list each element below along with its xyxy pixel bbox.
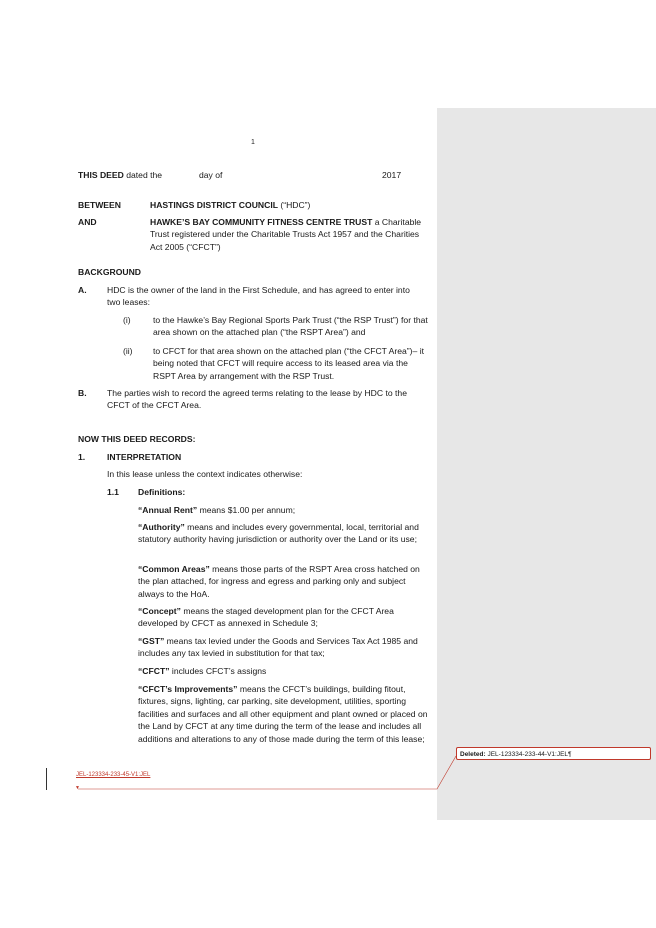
definition-term: “CFCT” <box>138 666 170 676</box>
revision-balloon[interactable] <box>456 747 651 760</box>
definition-cfct <box>138 665 428 677</box>
definition-term: “Authority” <box>138 522 185 532</box>
section-1-intro: In this lease unless the context indicates otherwise: <box>107 469 303 479</box>
definition-text: means those parts of the RSPT Area cross hatched on the plan attached, for ingress and egress and parking only and subject always to the HoA. <box>138 564 420 599</box>
this-deed-label: THIS DEED <box>78 170 124 180</box>
between-label: BETWEEN <box>78 200 121 210</box>
recital-ii-label: (ii) <box>123 346 133 356</box>
section-1-1-title: Definitions: <box>138 487 186 497</box>
deed-year: 2017 <box>382 170 402 180</box>
definition-term: “CFCT’s Improvements” <box>138 684 238 694</box>
definition-authority <box>138 521 433 546</box>
recital-b-label: B. <box>78 388 87 398</box>
page-number: 1 <box>251 139 255 146</box>
background-heading: BACKGROUND <box>78 267 142 277</box>
footer-document-reference: JEL-123334-233-45-V1:JEL <box>76 772 151 778</box>
party-hdc <box>150 199 310 211</box>
recital-i-label: (i) <box>123 315 131 325</box>
party-cfct <box>150 216 432 253</box>
definition-cfct-improvements <box>138 683 434 745</box>
definition-gst <box>138 635 428 660</box>
definition-term: “Common Areas” <box>138 564 210 574</box>
definition-annual-rent <box>138 504 433 516</box>
change-bar <box>46 768 47 790</box>
records-heading: NOW THIS DEED RECORDS: <box>78 434 196 444</box>
definition-term: “Concept” <box>138 606 181 616</box>
recital-a-text: HDC is the owner of the land in the First Schedule, and has agreed to enter into two leases: <box>107 285 410 308</box>
section-1-number: 1. <box>78 452 86 462</box>
definition-term: “Annual Rent” <box>138 505 198 515</box>
hdc-abbrev: (“HDC”) <box>277 200 311 210</box>
revision-label: Deleted: <box>460 751 486 758</box>
recital-ii-text: to CFCT for that area shown on the attached plan (“the CFCT Area”)– it being noted that CFCT will require access to its leased area via the RSPT Area by arrangement with the RSP Trust. <box>153 346 424 381</box>
hdc-name: HASTINGS DISTRICT COUNCIL <box>150 200 278 210</box>
recital-i-text: to the Hawke’s Bay Regional Sports Park Trust (“the RSP Trust”) for that area shown on the attached plan (“the RSPT Area”) and <box>153 315 428 338</box>
definition-text: means and includes every governmental, local, territorial and statutory authority having jurisdiction or authority over the Land or its use; <box>138 522 419 545</box>
cfct-description: a Charitable Trust registered under the Charitable Trusts Act 1957 and the Charities Act 2005 (“CFCT”) <box>150 217 422 252</box>
definition-common-areas <box>138 563 428 600</box>
comment-anchor-icon: ▼ <box>75 785 80 791</box>
recital-b-text: The parties wish to record the agreed terms relating to the lease by HDC to the CFCT of the CFCT Area. <box>107 388 407 411</box>
definition-text: includes CFCT’s assigns <box>169 666 267 676</box>
definition-text: means the staged development plan for the CFCT Area developed by CFCT as annexed in Schedule 3; <box>138 606 394 629</box>
revision-text: JEL-123334-233-44-V1:JEL¶ <box>485 751 572 758</box>
definition-text: means tax levied under the Goods and Services Tax Act 1985 and includes any tax levied in substitution for that tax; <box>138 636 418 659</box>
cfct-name: HAWKE’S BAY COMMUNITY FITNESS CENTRE TRUST <box>150 217 373 227</box>
and-label: AND <box>78 217 97 227</box>
definition-concept <box>138 605 428 630</box>
markup-pane <box>437 108 656 820</box>
definition-text: means the CFCT’s buildings, building fitout, fixtures, signs, lighting, car parking, site development, utilities, sporting facilities and surfaces and all other equipment and plant owned or placed on the Land by CFCT at any time during the term of the lease and includes all additions and alterations to any of those made during the term of this lease; <box>138 684 428 744</box>
recital-a-label: A. <box>78 285 87 295</box>
definition-text: means $1.00 per annum; <box>197 505 296 515</box>
day-of: day of <box>199 170 223 180</box>
section-1-title: INTERPRETATION <box>107 452 182 462</box>
section-1-1-number: 1.1 <box>107 487 119 497</box>
dated-the: dated the <box>126 170 163 180</box>
deed-line <box>78 169 162 181</box>
definition-term: “GST” <box>138 636 165 646</box>
